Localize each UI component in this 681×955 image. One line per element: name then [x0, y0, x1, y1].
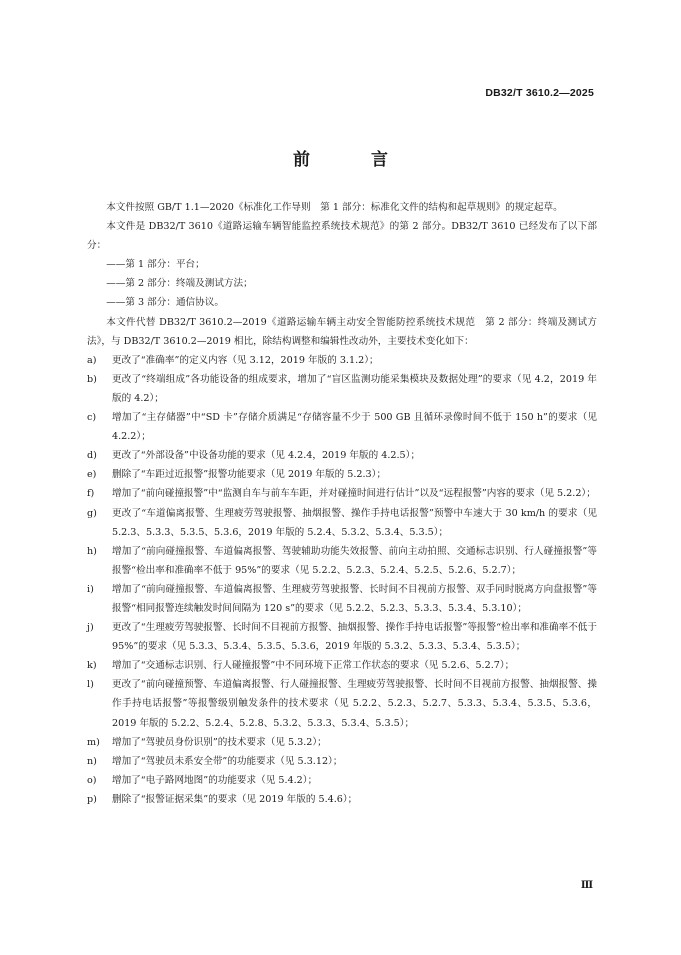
standard-code: DB32/T 3610.2—2025: [485, 87, 594, 99]
part-list-item: ——第 1 部分：平台；: [106, 259, 205, 271]
change-item: [87, 580, 597, 618]
foreword-body: [87, 198, 597, 809]
page-title: 前 言: [293, 150, 410, 170]
change-item: [87, 752, 597, 771]
item-text: 增加了“驾驶员身份识别”的技术要求（见 5.3.2）；: [112, 736, 327, 748]
changes-list: [87, 351, 597, 809]
item-text: 增加了“前向碰撞报警”中“监测自车与前车车距，并对碰撞时间进行估计”以及“远程报警”内容的要求（见 5.2.2）；: [112, 488, 596, 500]
item-label: p): [87, 793, 97, 805]
item-label: o): [87, 774, 97, 786]
item-label: c): [87, 412, 97, 424]
change-item: [87, 408, 597, 446]
item-text: 删除了“车距过近报警”报警功能要求（见 2019 年版的 5.2.3）；: [112, 469, 387, 481]
change-item: [87, 771, 597, 790]
item-text: 更改了“外部设备”中设备功能的要求（见 4.2.4，2019 年版的 4.2.5）；: [112, 450, 421, 462]
item-label: d): [87, 450, 97, 462]
change-item: [87, 618, 597, 656]
item-text: 增加了“前向碰撞报警、车道偏离报警、驾驶辅助功能失效报警、前向主动拍照、交通标志识别、行人碰撞报警”等报警“检出率和准确率不低于 95%”的要求（见 5.2.2、5.2.3、5.2.4、5.2.5、5.2.6、5.2.7）；: [112, 545, 597, 576]
item-text: 增加了“驾驶员未系安全带”的功能要求（见 5.3.12）；: [112, 755, 343, 767]
item-text: 更改了“准确率”的定义内容（见 3.12，2019 年版的 3.1.2）；: [112, 354, 379, 366]
item-label: m): [87, 736, 100, 748]
item-label: g): [87, 507, 97, 519]
item-text: 更改了“终端组成”各功能设备的组成要求，增加了“盲区监测功能采集模块及数据处理”的要求（见 4.2，2019 年版的 4.2）；: [112, 373, 597, 404]
change-item: [87, 446, 597, 465]
item-text: 增加了“前向碰撞报警、车道偏离报警、生理疲劳驾驶报警、长时间不目视前方报警、双手同时脱离方向盘报警”等报警“相同报警连续触发时间间隔为 120 s”的要求（见 5.2.2、5.2.3、5.3.3、5.3.4、5.3.10）；: [112, 583, 597, 614]
paragraph-parts-intro: 本文件是 DB32/T 3610《道路运输车辆智能监控系统技术规范》的第 2 部分。DB32/T 3610 已经发布了以下部分：: [87, 221, 597, 252]
item-label: b): [87, 373, 97, 385]
change-item: [87, 542, 597, 580]
item-label: j): [87, 622, 94, 634]
item-label: i): [87, 583, 94, 595]
item-label: l): [87, 679, 94, 691]
item-text: 增加了“主存储器”中“SD 卡”存储介质满足“存储容量不少于 500 GB 且循环录像时间不低于 150 h”的要求（见 4.2.2）；: [112, 412, 597, 443]
change-item: [87, 504, 597, 542]
change-item: [87, 675, 597, 732]
item-label: n): [87, 755, 97, 767]
change-item: [87, 351, 597, 370]
change-item: [87, 370, 597, 408]
item-label: f): [87, 488, 95, 500]
item-label: a): [87, 354, 97, 366]
part-list-item: ——第 3 部分：通信协议。: [106, 297, 224, 309]
page-number: Ⅲ: [580, 880, 593, 891]
item-text: 更改了“前向碰撞预警、车道偏离报警、行人碰撞报警、生理疲劳驾驶报警、长时间不目视前方报警、抽烟报警、操作手持电话报警”等报警级别触发条件的技术要求（见 5.2.2、5.2.3、5.2.7、5.3.3、5.3.4、5.3.5、5.3.6，2019 年版的 5.2.2、5.2.4、5.2.8、5.3.2、5.3.3、5.3.4、5.3.5）；: [112, 679, 597, 729]
item-text: 增加了“交通标志识别、行人碰撞报警”中不同环境下正常工作状态的要求（见 5.2.6、5.2.7）；: [112, 660, 515, 672]
change-item: [87, 465, 597, 484]
item-label: k): [87, 660, 97, 672]
item-text: 更改了“生理疲劳驾驶报警、长时间不目视前方报警、抽烟报警、操作手持电话报警”等报警“检出率和准确率不低于 95%”的要求（见 5.3.3、5.3.4、5.3.5、5.3.6，2019 年版的 5.3.2、5.3.3、5.3.4、5.3.5）；: [112, 622, 597, 653]
item-label: e): [87, 469, 97, 481]
change-item: [87, 733, 597, 752]
item-text: 增加了“电子路网地图”的功能要求（见 5.4.2）；: [112, 774, 318, 786]
paragraph-replacement: 本文件代替 DB32/T 3610.2—2019《道路运输车辆主动安全智能防控系统技术规范 第 2 部分：终端及测试方法》，与 DB32/T 3610.2—2019 相比，除结构调整和编辑性改动外，主要技术变化如下：: [87, 316, 597, 347]
change-item: [87, 790, 597, 809]
change-item: [87, 484, 597, 503]
part-list-item: ——第 2 部分：终端及测试方法；: [106, 278, 253, 290]
item-label: h): [87, 545, 97, 557]
change-item: [87, 656, 597, 675]
item-text: 删除了“报警证据采集”的要求（见 2019 年版的 5.4.6）；: [112, 793, 358, 805]
item-text: 更改了“车道偏离报警、生理疲劳驾驶报警、抽烟报警、操作手持电话报警”预警中车速大于 30 km/h 的要求（见 5.2.3、5.3.3、5.3.5、5.3.6，2019 年版的 5.2.4、5.3.2、5.3.4、5.3.5）；: [112, 507, 597, 538]
paragraph-drafting-rules: 本文件按照 GB/T 1.1—2020《标准化工作导则 第 1 部分：标准化文件的结构和起草规则》的规定起草。: [106, 202, 563, 213]
